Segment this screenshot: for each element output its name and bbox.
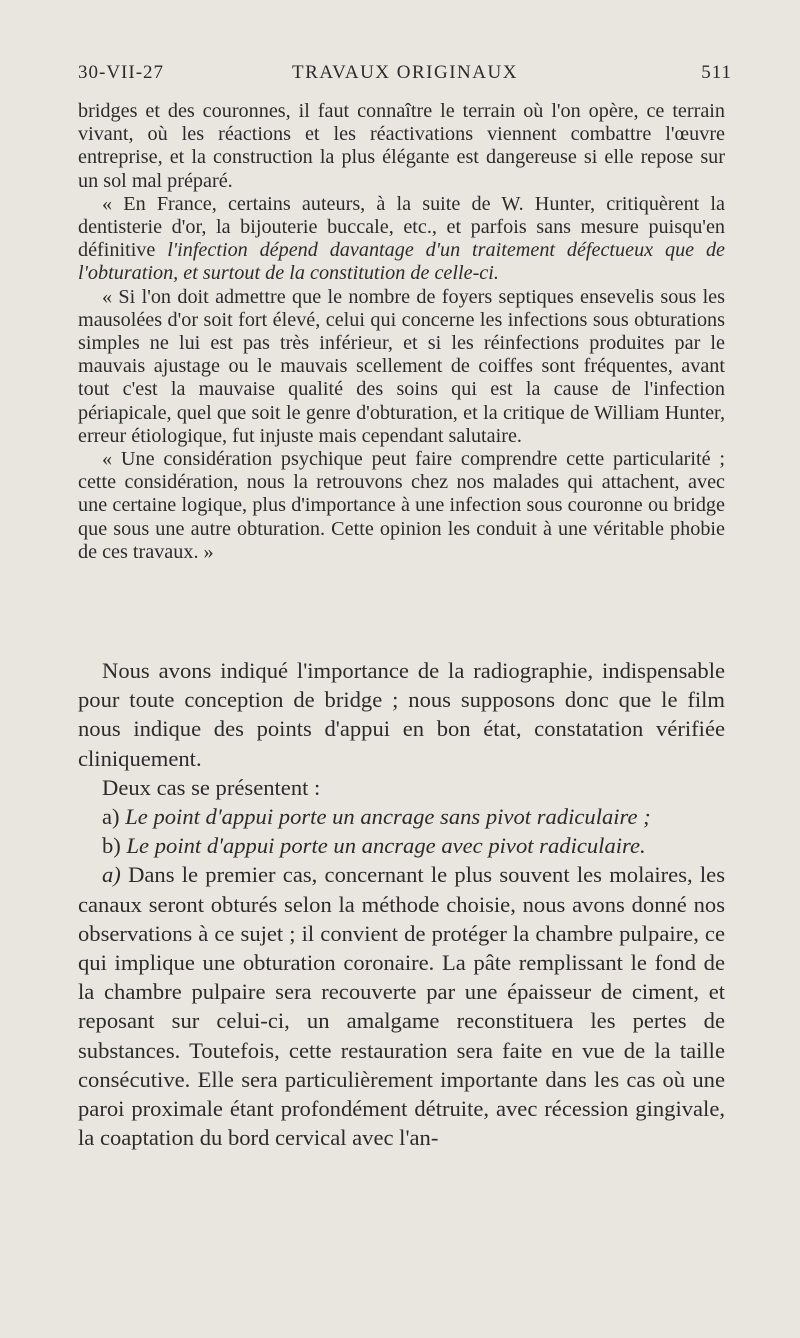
quote-paragraph-1: bridges et des couronnes, il faut connaître le terrain où l'on opère, ce terrain vivant, où les réactions et les réactivations viennent combattre l'œuvre entreprise, et la construction la plus élégante est dangereuse si elle repose sur un sol mal préparé. xyxy=(78,100,725,192)
quoted-passage xyxy=(78,100,725,564)
case-b-text: Le point d'appui porte un ancrage avec pivot radiculaire. xyxy=(126,833,646,859)
case-a-item xyxy=(78,802,725,831)
header-title: TRAVAUX ORIGINAUX xyxy=(292,62,518,83)
main-paragraph-2: Deux cas se présentent : xyxy=(102,774,321,800)
quote-paragraph-4: « Une considération psychique peut faire comprendre cette particularité ; cette considération, nous la retrouvons chez nos malades qui attachent, avec une certaine logique, plus d'importance à une infection sous couronne ou bridge que sous une autre obturation. Cette opinion les conduit à une véritable phobie de ces travaux. » xyxy=(78,448,725,563)
header-date: 30-VII-27 xyxy=(78,62,165,83)
quote-paragraph-2-italic: l'infection dépend davantage d'un traitement défectueux que de l'obturation, et surtout de la constitution de celle-ci. xyxy=(78,239,725,285)
case-b-label: b) xyxy=(102,833,127,859)
case-a-text: Le point d'appui porte un ancrage sans pivot radiculaire ; xyxy=(125,804,651,830)
case-a-label: a) xyxy=(102,804,126,830)
case-b-item xyxy=(78,831,725,860)
main-text xyxy=(78,656,725,1152)
quote-paragraph-3: « Si l'on doit admettre que le nombre de foyers septiques ensevelis sous les mausolées d'or soit fort élevé, celui qui concerne les infections sous obturations simples ne lui est pas très inférieur, et si les réinfections produites par le mauvais ajustage ou le mauvais scellement de coiffes sont fréquentes, avant tout c'est la mauvaise qualité des soins qui est la cause de l'infection périapicale, quel que soit le genre d'obturation, et la critique de William Hunter, erreur étiologique, fut injuste mais cependant salutaire. xyxy=(78,285,725,447)
main-paragraph-3 xyxy=(78,860,725,1152)
quote-paragraph-2-text: « En France, certains auteurs, à la suite de W. Hunter, critiquèrent la dentisterie d'or, la bijouterie buccale, etc., et parfois sans mesure puisqu'en définitive xyxy=(78,192,725,262)
main-paragraph-3-label: a) xyxy=(102,862,121,888)
running-header xyxy=(78,62,732,90)
quote-paragraph-2 xyxy=(78,193,725,286)
main-paragraph-1: Nous avons indiqué l'importance de la radiographie, indispensable pour toute conception de bridge ; nous supposons donc que le film nous indique des points d'appui en bon état, constatation vérifiée cliniquement. xyxy=(78,658,725,771)
main-paragraph-3-text: Dans le premier cas, concernant le plus souvent les molaires, les canaux seront obturés selon la méthode choisie, nous avons donné nos observations à ce sujet ; il convient de protéger la chambre pulpaire, ce qui implique une obturation coronaire. La pâte remplissant le fond de la chambre pulpaire sera recouverte par une épaisseur de ciment, et reposant sur celui-ci, un amalgame reconstituera les pertes de substances. Toutefois, cette restauration sera faite en vue de la taille consécutive. Elle sera particulièrement importante dans les cas où une paroi proximale étant profondément détruite, avec récession gingivale, la coaptation du bord cervical avec l'an- xyxy=(78,862,725,1151)
page-number: 511 xyxy=(701,62,732,83)
